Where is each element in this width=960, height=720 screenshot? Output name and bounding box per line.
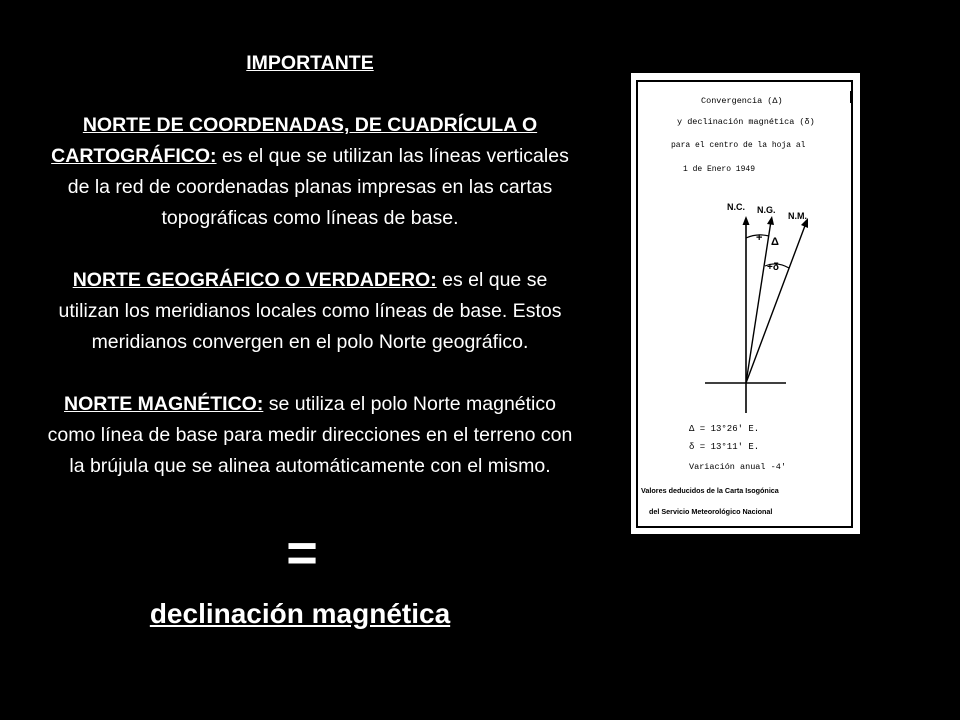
text-column [40, 48, 580, 482]
value-annual-variation: Variación anual -4' [689, 462, 786, 472]
delta-big-symbol: Δ [771, 236, 779, 248]
desc-grid-north: es el que se utilizan las líneas verticales de la red de coordenadas planas impresas en las cartas topográficas como líneas de base. [67, 145, 569, 229]
section-grid-north [40, 110, 580, 234]
term-true-north: NORTE GEOGRÁFICO O VERDADERO: [72, 269, 437, 291]
plus-sign-1: + [756, 232, 763, 244]
header-line-1: Convergencia (Δ) [701, 96, 783, 106]
header-line-2: y declinación magnética (δ) [677, 117, 815, 127]
nc-arrowhead [743, 216, 750, 225]
plus-delta-label: +δ [767, 262, 779, 273]
header-line-4: 1 de Enero 1949 [683, 165, 756, 174]
term-grid-north: NORTE DE COORDENADAS, DE CUADRÍCULA O CARTOGRÁFICO: [51, 114, 538, 167]
value-declination: δ = 13°11' E. [689, 442, 760, 452]
header-line-3: para el centro de la hoja al [671, 141, 806, 150]
heading: IMPORTANTE [246, 52, 374, 74]
declination-diagram-svg [631, 73, 860, 534]
nc-label: N.C. [727, 202, 745, 212]
value-convergence: Δ = 13°26' E. [689, 424, 760, 434]
declination-diagram [631, 73, 860, 534]
ng-arrowhead [767, 216, 774, 225]
nm-label: N.M. [788, 211, 807, 221]
ng-label: N.G. [757, 205, 776, 215]
footer-line-2: del Servicio Meteorológico Nacional [649, 507, 773, 516]
term-magnetic-north: NORTE MAGNÉTICO: [64, 393, 264, 415]
equals-sign: = [286, 523, 318, 583]
section-true-north [40, 265, 580, 358]
desc-true-north: es el que se utilizan los meridianos locales como líneas de base. Estos meridianos convergen en el polo Norte geográfico. [58, 269, 562, 353]
section-magnetic-north [40, 389, 580, 482]
footer-line-1: Valores deducidos de la Carta Isogónica [641, 486, 779, 495]
result-label: declinación magnética [149, 598, 451, 629]
desc-magnetic-north: se utiliza el polo Norte magnético como línea de base para medir direcciones en el terreno con la brújula que se alinea automáticamente con el mismo. [47, 393, 573, 477]
ng-line [746, 221, 771, 383]
